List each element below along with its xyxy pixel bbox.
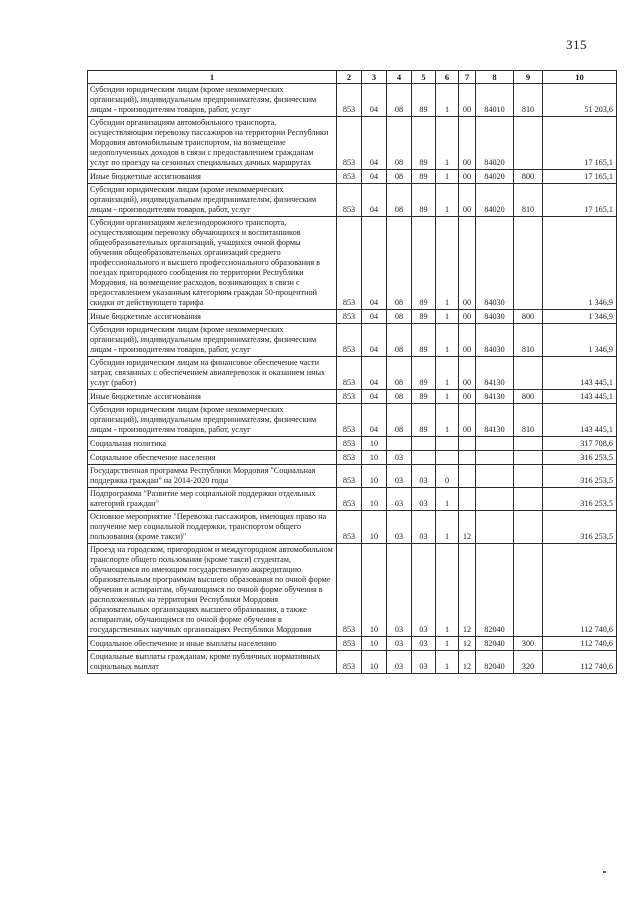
- cell-admin: 853: [337, 637, 362, 651]
- page-number: 315: [566, 37, 587, 52]
- cell-subsection: 03: [387, 465, 412, 488]
- cell-program: 03: [412, 651, 436, 674]
- cell-subsection: 08: [387, 357, 412, 390]
- cell-program: [412, 451, 436, 465]
- scan-mark: [603, 871, 606, 873]
- cell-admin: 853: [337, 451, 362, 465]
- cell-subsection: 03: [387, 651, 412, 674]
- cell-description: Социальные выплаты гражданам, кроме публичных нормативных социальных выплат: [88, 651, 337, 674]
- table-row: [88, 451, 617, 465]
- cell-expense-type: [514, 511, 543, 544]
- table-row: [88, 117, 617, 170]
- cell-subsection: 08: [387, 310, 412, 324]
- cell-subsection: 08: [387, 390, 412, 404]
- cell-program: 03: [412, 488, 436, 511]
- cell-description: Субсидии юридическим лицам (кроме некоммерческих организаций), индивидуальным предпринимателям, физическим лицам - производителям товаров, работ, услуг: [88, 404, 337, 437]
- cell-activity: 00: [459, 217, 476, 310]
- cell-subprogram: 1: [436, 310, 459, 324]
- header-cell: 6: [436, 71, 459, 84]
- cell-direction: 82040: [476, 544, 514, 637]
- cell-section: 04: [362, 390, 387, 404]
- cell-program: 89: [412, 357, 436, 390]
- cell-subsection: 08: [387, 84, 412, 117]
- cell-subsection: 03: [387, 451, 412, 465]
- cell-description: Государственная программа Республики Мордовия "Социальная поддержка граждан" на 2014-2020 годы: [88, 465, 337, 488]
- table-row: [88, 437, 617, 451]
- cell-amount: 316 253,5: [543, 488, 617, 511]
- cell-activity: 00: [459, 84, 476, 117]
- cell-direction: 84030: [476, 324, 514, 357]
- cell-direction: 82040: [476, 637, 514, 651]
- cell-program: 89: [412, 184, 436, 217]
- cell-description: Основное мероприятие "Перевозка пассажиров, имеющих право на получение мер социальной поддержки, транспортом общего пользования (кроме такси)": [88, 511, 337, 544]
- cell-program: 03: [412, 465, 436, 488]
- cell-direction: 84030: [476, 310, 514, 324]
- header-cell: 3: [362, 71, 387, 84]
- cell-direction: 84020: [476, 117, 514, 170]
- cell-program: 89: [412, 170, 436, 184]
- cell-description: Субсидии юридическим лицам (кроме некоммерческих организаций), индивидуальным предпринимателям, физическим лицам - производителям товаров, работ, услуг: [88, 324, 337, 357]
- cell-admin: 853: [337, 404, 362, 437]
- cell-admin: 853: [337, 544, 362, 637]
- cell-direction: 84020: [476, 170, 514, 184]
- cell-description: Иные бюджетные ассигнования: [88, 390, 337, 404]
- cell-subsection: 03: [387, 544, 412, 637]
- cell-activity: [459, 437, 476, 451]
- table-row: [88, 465, 617, 488]
- header-cell: 1: [88, 71, 337, 84]
- cell-expense-type: 810: [514, 324, 543, 357]
- cell-admin: 853: [337, 184, 362, 217]
- cell-program: [412, 437, 436, 451]
- cell-admin: 853: [337, 310, 362, 324]
- cell-subsection: 08: [387, 170, 412, 184]
- cell-amount: 143 445,1: [543, 357, 617, 390]
- cell-section: 04: [362, 170, 387, 184]
- cell-subprogram: 1: [436, 544, 459, 637]
- cell-activity: 00: [459, 357, 476, 390]
- cell-expense-type: 300: [514, 637, 543, 651]
- cell-program: 89: [412, 84, 436, 117]
- cell-description: Субсидии организациям автомобильного транспорта, осуществляющим перевозку пассажиров на территории Республики Мордовия автомобильным транспортом, на возмещение недополученных доходов в связи с предоставлением гражданам услуг по проезду на сезонных специальных дачных маршрутах: [88, 117, 337, 170]
- cell-admin: 853: [337, 651, 362, 674]
- cell-program: 89: [412, 117, 436, 170]
- table-row: [88, 357, 617, 390]
- cell-subsection: 08: [387, 184, 412, 217]
- cell-activity: 00: [459, 324, 476, 357]
- cell-direction: 84130: [476, 404, 514, 437]
- cell-amount: 1 346,9: [543, 217, 617, 310]
- cell-expense-type: [514, 117, 543, 170]
- cell-subprogram: 1: [436, 390, 459, 404]
- cell-amount: 112 740,6: [543, 544, 617, 637]
- cell-description: Иные бюджетные ассигнования: [88, 170, 337, 184]
- cell-activity: [459, 488, 476, 511]
- cell-subprogram: 1: [436, 117, 459, 170]
- cell-admin: 853: [337, 217, 362, 310]
- cell-expense-type: 800: [514, 310, 543, 324]
- header-cell: 10: [543, 71, 617, 84]
- cell-subsection: 03: [387, 511, 412, 544]
- table-row: [88, 651, 617, 674]
- cell-subprogram: 1: [436, 170, 459, 184]
- cell-admin: 853: [337, 170, 362, 184]
- cell-expense-type: [514, 488, 543, 511]
- cell-section: 10: [362, 651, 387, 674]
- cell-amount: 112 740,6: [543, 651, 617, 674]
- table-row: [88, 310, 617, 324]
- cell-expense-type: [514, 465, 543, 488]
- cell-program: 89: [412, 390, 436, 404]
- cell-program: 89: [412, 404, 436, 437]
- cell-description: Иные бюджетные ассигнования: [88, 310, 337, 324]
- cell-subprogram: [436, 451, 459, 465]
- cell-subprogram: 1: [436, 84, 459, 117]
- cell-section: 10: [362, 437, 387, 451]
- cell-description: Субсидии юридическим лицам (кроме некоммерческих организаций), индивидуальным предпринимателям, физическим лицам - производителям товаров, работ, услуг: [88, 84, 337, 117]
- cell-activity: [459, 451, 476, 465]
- cell-direction: 84030: [476, 217, 514, 310]
- cell-amount: 51 203,6: [543, 84, 617, 117]
- cell-subsection: 08: [387, 117, 412, 170]
- cell-section: 04: [362, 84, 387, 117]
- cell-direction: [476, 488, 514, 511]
- cell-amount: 316 253,5: [543, 451, 617, 465]
- table-row: [88, 217, 617, 310]
- cell-subprogram: 1: [436, 324, 459, 357]
- cell-subsection: [387, 437, 412, 451]
- cell-program: 89: [412, 310, 436, 324]
- cell-section: 04: [362, 117, 387, 170]
- cell-direction: [476, 465, 514, 488]
- cell-section: 10: [362, 488, 387, 511]
- table-row: [88, 544, 617, 637]
- cell-amount: 316 253,5: [543, 511, 617, 544]
- cell-description: Субсидии юридическим лицам на финансовое обеспечение части затрат, связанных с обеспечением авиаперевозок и оказанием иных услуг (работ): [88, 357, 337, 390]
- cell-section: 10: [362, 637, 387, 651]
- cell-subprogram: 1: [436, 651, 459, 674]
- cell-section: 04: [362, 184, 387, 217]
- table-row: [88, 488, 617, 511]
- cell-activity: 12: [459, 637, 476, 651]
- cell-subprogram: 1: [436, 357, 459, 390]
- cell-subprogram: 1: [436, 217, 459, 310]
- cell-subprogram: 1: [436, 637, 459, 651]
- cell-description: Проезд на городском, пригородном и междугородном автомобильном транспорте общего пользования (кроме такси) студентам, обучающимся по имеющим государственную аккредитацию образовательным программам высшего образования по очной форме обучения и аспирантам, обучающимся по очной форме обучения в расположенных на территории Республики Мордовия образовательных организациях высшего образования, а также аспирантам, обучающимся по очной форме обучения в государственных научных организациях Республики Мордовия: [88, 544, 337, 637]
- table-body: [88, 84, 617, 674]
- cell-activity: 00: [459, 184, 476, 217]
- cell-direction: [476, 451, 514, 465]
- cell-subsection: 08: [387, 217, 412, 310]
- cell-section: 04: [362, 324, 387, 357]
- cell-amount: 17 165,1: [543, 170, 617, 184]
- cell-direction: [476, 511, 514, 544]
- cell-admin: 853: [337, 84, 362, 117]
- cell-activity: 12: [459, 651, 476, 674]
- cell-amount: 316 253,5: [543, 465, 617, 488]
- cell-admin: 853: [337, 324, 362, 357]
- budget-table: [87, 70, 617, 674]
- header-row: [88, 71, 617, 84]
- cell-direction: 84020: [476, 184, 514, 217]
- cell-expense-type: 800: [514, 170, 543, 184]
- table-row: [88, 511, 617, 544]
- cell-description: Социальное обеспечение населения: [88, 451, 337, 465]
- cell-program: 89: [412, 217, 436, 310]
- cell-expense-type: [514, 437, 543, 451]
- cell-subsection: 03: [387, 637, 412, 651]
- cell-direction: 84130: [476, 357, 514, 390]
- table-row: [88, 324, 617, 357]
- cell-program: 03: [412, 637, 436, 651]
- cell-activity: 12: [459, 511, 476, 544]
- cell-activity: 00: [459, 390, 476, 404]
- cell-direction: [476, 437, 514, 451]
- cell-admin: 853: [337, 437, 362, 451]
- header-cell: 4: [387, 71, 412, 84]
- table-row: [88, 184, 617, 217]
- header-cell: 9: [514, 71, 543, 84]
- cell-program: 03: [412, 544, 436, 637]
- cell-expense-type: 810: [514, 84, 543, 117]
- table-row: [88, 637, 617, 651]
- cell-admin: 853: [337, 511, 362, 544]
- header-cell: 2: [337, 71, 362, 84]
- cell-admin: 853: [337, 488, 362, 511]
- cell-activity: 00: [459, 117, 476, 170]
- cell-amount: 143 445,1: [543, 404, 617, 437]
- cell-subprogram: 1: [436, 404, 459, 437]
- cell-subprogram: 1: [436, 488, 459, 511]
- cell-subsection: 08: [387, 324, 412, 357]
- cell-program: 03: [412, 511, 436, 544]
- cell-activity: [459, 465, 476, 488]
- cell-expense-type: 320: [514, 651, 543, 674]
- cell-admin: 853: [337, 465, 362, 488]
- cell-description: Субсидии организациям железнодорожного транспорта, осуществляющим перевозку обучающихся и воспитанников общеобразовательных организаций, учащихся очной формы обучения общеобразовательных организаций среднего профессионального и высшего профессионального образования в поездах пригородного сообщения по территории Республики Мордовия, на возмещение расходов, возникающих в связи с предоставлением указанным категориям граждан 50-процентной скидки от действующего тарифа: [88, 217, 337, 310]
- cell-subprogram: 0: [436, 465, 459, 488]
- cell-amount: 1 346,9: [543, 324, 617, 357]
- header-cell: 7: [459, 71, 476, 84]
- cell-description: Подпрограмма "Развитие мер социальной поддержки отдельных категорий граждан": [88, 488, 337, 511]
- cell-expense-type: 800: [514, 390, 543, 404]
- cell-section: 04: [362, 357, 387, 390]
- table-row: [88, 170, 617, 184]
- cell-direction: 82040: [476, 651, 514, 674]
- cell-amount: 17 165,1: [543, 117, 617, 170]
- cell-activity: 00: [459, 404, 476, 437]
- cell-expense-type: [514, 357, 543, 390]
- cell-amount: 143 445,1: [543, 390, 617, 404]
- cell-section: 10: [362, 511, 387, 544]
- cell-subsection: 08: [387, 404, 412, 437]
- cell-subprogram: [436, 437, 459, 451]
- cell-subprogram: 1: [436, 184, 459, 217]
- cell-subprogram: 1: [436, 511, 459, 544]
- cell-activity: 12: [459, 544, 476, 637]
- cell-amount: 1 346,9: [543, 310, 617, 324]
- cell-activity: 00: [459, 310, 476, 324]
- cell-description: Субсидии юридическим лицам (кроме некоммерческих организаций), индивидуальным предпринимателям, физическим лицам - производителям товаров, работ, услуг: [88, 184, 337, 217]
- cell-admin: 853: [337, 357, 362, 390]
- cell-program: 89: [412, 324, 436, 357]
- cell-direction: 84010: [476, 84, 514, 117]
- cell-expense-type: [514, 544, 543, 637]
- cell-amount: 17 165,1: [543, 184, 617, 217]
- cell-amount: 317 708,6: [543, 437, 617, 451]
- cell-description: Социальная политика: [88, 437, 337, 451]
- cell-expense-type: [514, 451, 543, 465]
- cell-section: 04: [362, 404, 387, 437]
- header-cell: 5: [412, 71, 436, 84]
- cell-description: Социальное обеспечение и иные выплаты населению: [88, 637, 337, 651]
- cell-activity: 00: [459, 170, 476, 184]
- cell-admin: 853: [337, 390, 362, 404]
- cell-expense-type: 810: [514, 184, 543, 217]
- table-row: [88, 390, 617, 404]
- table-row: [88, 84, 617, 117]
- cell-section: 10: [362, 544, 387, 637]
- cell-expense-type: [514, 217, 543, 310]
- cell-admin: 853: [337, 117, 362, 170]
- cell-section: 04: [362, 310, 387, 324]
- cell-expense-type: 810: [514, 404, 543, 437]
- cell-amount: 112 740,6: [543, 637, 617, 651]
- cell-section: 10: [362, 465, 387, 488]
- table-row: [88, 404, 617, 437]
- cell-section: 10: [362, 451, 387, 465]
- cell-subsection: 03: [387, 488, 412, 511]
- cell-section: 04: [362, 217, 387, 310]
- cell-direction: 84130: [476, 390, 514, 404]
- header-cell: 8: [476, 71, 514, 84]
